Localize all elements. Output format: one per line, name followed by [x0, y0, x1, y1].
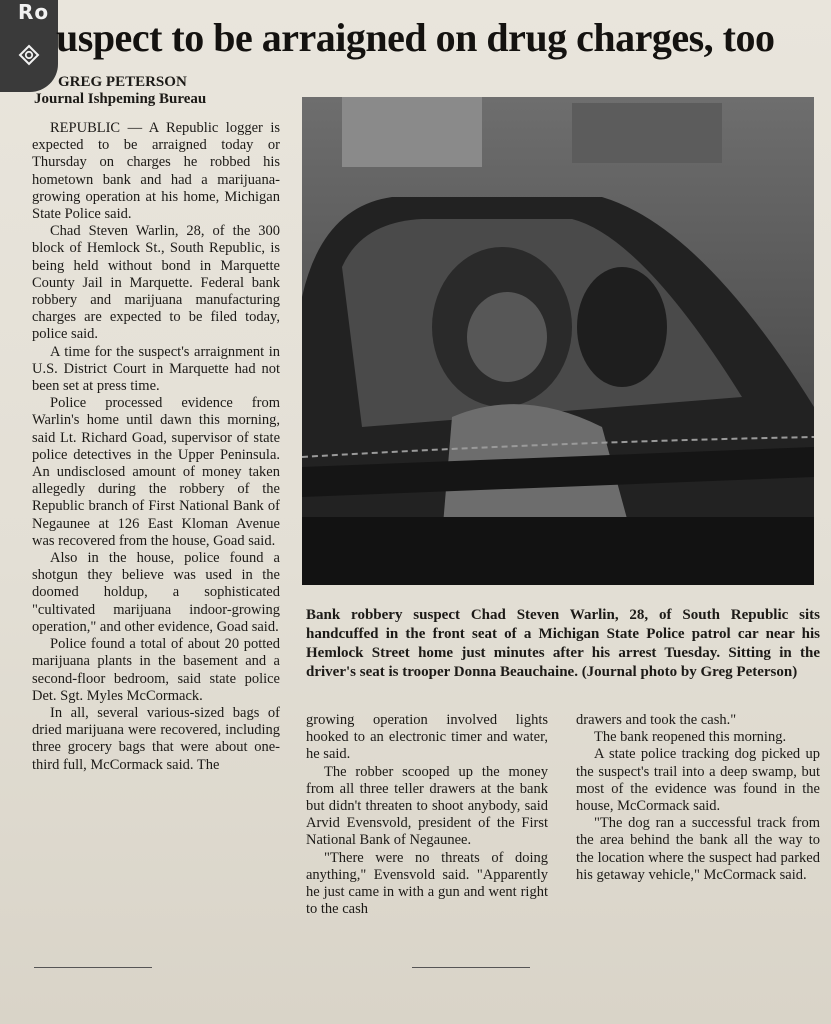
byline-name: GREG PETERSON: [58, 74, 187, 90]
byline-org: Journal Ishpeming Bureau: [34, 91, 207, 107]
article-column-2: [306, 712, 548, 918]
photo-caption: Bank robbery suspect Chad Steven Warlin, 28, of South Republic sits handcuffed in the front seat of a Michigan State Police patrol car near his Hemlock Street home just minutes after his arrest Tuesday. Sitting in the driver's seat is trooper Donna Beauchaine. (Journal photo by Greg Peterson): [306, 607, 820, 680]
paragraph: "The dog ran a successful track from the area behind the bank all the way to the location where the suspect had parked his getaway vehicle," McCormack said.: [576, 815, 820, 883]
article-column-1: [32, 120, 280, 774]
paragraph: growing operation involved lights hooked to an electronic timer and water, he said.: [306, 712, 548, 763]
paragraph: The robber scooped up the money from all three teller drawers at the bank but didn't threaten to shoot anybody, said Arvid Evensvold, president of the First National Bank of Negaunee.: [306, 763, 548, 849]
paragraph: REPUBLIC — A Republic logger is expected to be arraigned today or Thursday on charges he robbed his hometown bank and had a marijuana-growing operation at his home, Michigan State Police said.: [32, 120, 280, 223]
news-photo: [302, 97, 814, 585]
paragraph: "There were no threats of doing anything," Evensvold said. "Apparently he just came in with a gun and went right to the cash: [306, 849, 548, 918]
paragraph: Police processed evidence from Warlin's home until dawn this morning, said Lt. Richard Goad, supervisor of state police detectives in the Upper Peninsula. An undisclosed amount of money taken allegedly during the robbery of the Republic branch of First National Bank of Negaunee at 126 East Kloman Avenue was recovered from the house, Goad said.: [32, 395, 280, 549]
column-rule: [412, 967, 530, 968]
paragraph: Police found a total of about 20 potted marijuana plants in the basement and a second-floor bedroom, said state police Det. Sgt. Myles McCormack.: [32, 636, 280, 704]
article-headline: uspect to be arraigned on drug charges, too: [56, 15, 775, 60]
paragraph: drawers and took the cash.": [576, 712, 737, 728]
visual-search-icon[interactable]: [18, 44, 40, 66]
paragraph: Chad Steven Warlin, 28, of the 300 block of Hemlock St., South Republic, is being held without bond in Marquette County Jail in Marquette. Federal bank robbery and marijuana manufacturing charges are expected to be filed today, police said.: [32, 223, 280, 343]
chip-label: Ro: [18, 0, 50, 24]
paragraph: A state police tracking dog picked up the suspect's trail into a deep swamp, but most of the evidence was found in the house, McCormack said.: [576, 746, 820, 815]
paragraph: Also in the house, police found a shotgun they believe was used in the doomed holdup, a sophisticated "cultivated marijuana indoor-growing operation," and other evidence, Goad said.: [32, 550, 280, 635]
article-column-3: [576, 712, 820, 884]
paragraph: The bank reopened this morning.: [594, 729, 787, 746]
paragraph: A time for the suspect's arraignment in U.S. District Court in Marquette had not been set at press time.: [32, 343, 280, 395]
byline: [34, 74, 206, 108]
paragraph: In all, several various-sized bags of dried marijuana were recovered, including three grocery bags that were about one-third full, McCormack said. The: [32, 704, 280, 773]
column-rule: [34, 967, 152, 968]
